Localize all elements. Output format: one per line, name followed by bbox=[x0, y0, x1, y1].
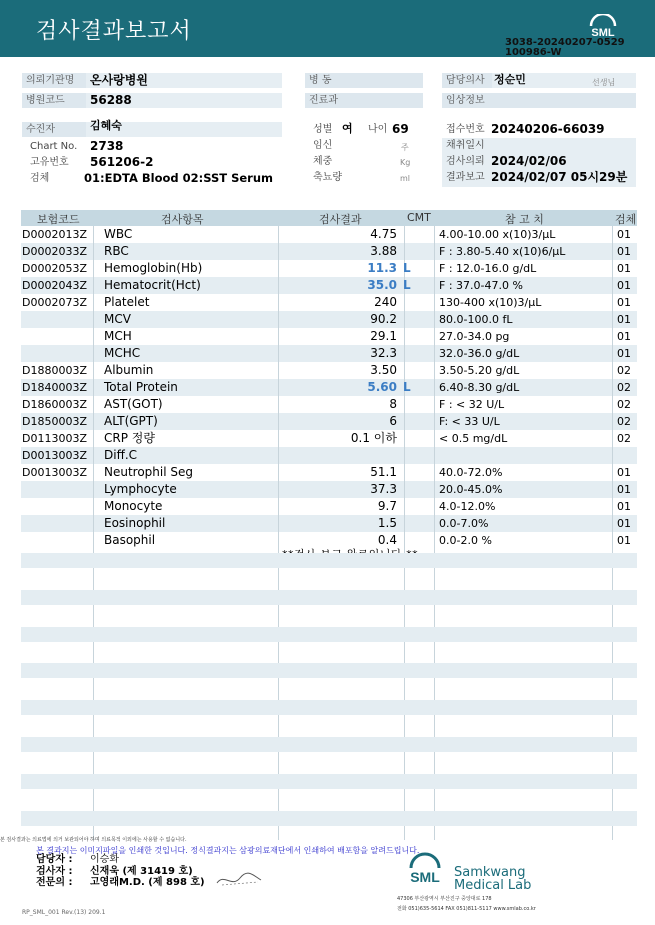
page-title: 검사결과보고서 bbox=[36, 19, 192, 44]
ward-label: 병 동 bbox=[305, 73, 423, 88]
cell-specimen: 02 bbox=[617, 415, 631, 428]
tiny-note: 본 검사결과는 의료법에 의거 보관되어야 하며 의료목적 이외에는 사용할 수 없습니다. bbox=[0, 837, 187, 843]
cell-reference: F: < 33 U/L bbox=[439, 415, 500, 428]
patient-value: 김혜숙 bbox=[90, 119, 122, 132]
cell-result: 9.7 bbox=[377, 499, 397, 513]
hospital-code-label: 병원코드 bbox=[22, 93, 86, 108]
cell-flag: L bbox=[403, 261, 411, 275]
cell-reference: < 0.5 mg/dL bbox=[439, 432, 508, 445]
table-row bbox=[21, 277, 637, 294]
cell-test-name: Hemoglobin(Hb) bbox=[104, 261, 203, 275]
unique-label: 고유번호 bbox=[30, 157, 69, 168]
cell-flag: L bbox=[403, 380, 411, 394]
table-row bbox=[21, 243, 637, 260]
cell-reference: 27.0-34.0 pg bbox=[439, 330, 510, 343]
cell-result: 0.4 bbox=[377, 533, 397, 547]
table-row bbox=[21, 498, 637, 515]
cell-result: 35.0 bbox=[367, 278, 397, 292]
cell-specimen: 01 bbox=[617, 296, 631, 309]
cell-reference: F : 37.0-47.0 % bbox=[439, 279, 523, 292]
weight-unit: Kg bbox=[400, 158, 411, 167]
cell-specimen: 02 bbox=[617, 381, 631, 394]
cell-result: 3.88 bbox=[370, 244, 397, 258]
cell-specimen: 01 bbox=[617, 517, 631, 530]
cell-specimen: 01 bbox=[617, 313, 631, 326]
table-header bbox=[21, 210, 637, 226]
cell-specimen: 01 bbox=[617, 500, 631, 513]
report-id-line1: 3038-20240207-0529 bbox=[505, 37, 625, 48]
cell-reference: 130-400 x(10)3/μL bbox=[439, 296, 542, 309]
empty-row bbox=[21, 700, 637, 715]
cell-insurance-code: D0002033Z bbox=[22, 245, 87, 258]
table-row bbox=[21, 515, 637, 532]
cell-specimen: 02 bbox=[617, 364, 631, 377]
cell-test-name: Eosinophil bbox=[104, 516, 166, 530]
specimen-label: 검체 bbox=[30, 173, 50, 184]
cell-specimen: 01 bbox=[617, 279, 631, 292]
cell-test-name: Lymphocyte bbox=[104, 482, 177, 496]
clinical-label: 임상정보 bbox=[442, 93, 636, 108]
cell-insurance-code: D0002013Z bbox=[22, 228, 87, 241]
cell-test-name: Platelet bbox=[104, 295, 150, 309]
company-name bbox=[454, 866, 531, 892]
header-code: 보험코드 bbox=[37, 213, 80, 226]
cell-test-name: AST(GOT) bbox=[104, 397, 163, 411]
report-label: 결과보고 bbox=[446, 172, 485, 183]
cell-insurance-code: D1880003Z bbox=[22, 364, 87, 377]
cell-insurance-code: D0002073Z bbox=[22, 296, 87, 309]
table-row bbox=[21, 396, 637, 413]
cell-result: 37.3 bbox=[370, 482, 397, 496]
preg-unit: 주 bbox=[401, 143, 409, 152]
company-line1: Samkwang bbox=[454, 865, 526, 880]
header-ref: 참 고 치 bbox=[505, 213, 544, 226]
cell-specimen: 01 bbox=[617, 534, 631, 547]
empty-row bbox=[21, 590, 637, 605]
cell-test-name: MCHC bbox=[104, 346, 141, 360]
empty-row bbox=[21, 553, 637, 568]
cell-result: 5.60 bbox=[367, 380, 397, 394]
request-label: 검사의뢰 bbox=[446, 156, 485, 167]
table-row bbox=[21, 379, 637, 396]
report-id-line2: 100986-W bbox=[505, 47, 562, 58]
empty-row bbox=[21, 737, 637, 752]
chart-value: 2738 bbox=[90, 139, 124, 153]
cell-reference: 4.00-10.00 x(10)3/μL bbox=[439, 228, 556, 241]
table-row bbox=[21, 260, 637, 277]
empty-row bbox=[21, 774, 637, 789]
cell-reference: F : < 32 U/L bbox=[439, 398, 505, 411]
empty-row bbox=[21, 663, 637, 678]
staff-role: 전문의 : bbox=[36, 877, 73, 888]
cell-reference: 80.0-100.0 fL bbox=[439, 313, 513, 326]
cell-reference: F : 12.0-16.0 g/dL bbox=[439, 262, 537, 275]
cell-test-name: Albumin bbox=[104, 363, 154, 377]
age-value: 69 bbox=[392, 122, 409, 136]
cell-test-name: Neutrophil Seg bbox=[104, 465, 194, 479]
cell-specimen: 01 bbox=[617, 262, 631, 275]
table-row bbox=[21, 328, 637, 345]
weight-label: 체중 bbox=[313, 156, 333, 167]
cell-specimen: 01 bbox=[617, 483, 631, 496]
cell-result: 1.5 bbox=[377, 516, 397, 530]
cell-specimen: 01 bbox=[617, 245, 631, 258]
header-item: 검사항목 bbox=[161, 213, 204, 226]
cell-test-name: RBC bbox=[104, 244, 129, 258]
header-result: 검사결과 bbox=[319, 213, 362, 226]
cell-insurance-code: D1840003Z bbox=[22, 381, 87, 394]
cell-result: 6 bbox=[389, 414, 397, 428]
cell-result: 8 bbox=[389, 397, 397, 411]
cell-result: 0.1 이하 bbox=[350, 431, 397, 445]
receipt-value: 20240206-66039 bbox=[491, 122, 605, 136]
cell-test-name: Basophil bbox=[104, 533, 156, 547]
table-row bbox=[21, 430, 637, 447]
cell-result: 3.50 bbox=[370, 363, 397, 377]
table-row bbox=[21, 311, 637, 328]
doctor-value: 정순민 bbox=[494, 73, 526, 86]
cell-insurance-code: D0013003Z bbox=[22, 466, 87, 479]
table-row bbox=[21, 345, 637, 362]
company-line2: Medical Lab bbox=[454, 878, 532, 893]
company-address: 47306 부산광역시 부산진구 중앙대로 178 bbox=[397, 896, 492, 902]
cell-test-name: MCH bbox=[104, 329, 132, 343]
company-contact: 전화 051)635-5614 FAX 051)811-5117 www.smlab.co.kr bbox=[397, 906, 536, 912]
empty-row bbox=[21, 811, 637, 826]
table-row bbox=[21, 362, 637, 379]
cell-reference: F : 3.80-5.40 x(10)6/μL bbox=[439, 245, 566, 258]
chart-label: Chart No. bbox=[30, 141, 78, 152]
staff-role: 담당자 : bbox=[36, 854, 73, 865]
cell-insurance-code: D1850003Z bbox=[22, 415, 87, 428]
table-row bbox=[21, 226, 637, 243]
doctor-label: 담당의사 bbox=[442, 73, 492, 88]
cell-specimen: 01 bbox=[617, 347, 631, 360]
report-id bbox=[505, 38, 625, 58]
table-row bbox=[21, 481, 637, 498]
cell-specimen: 02 bbox=[617, 432, 631, 445]
cell-reference: 0.0-7.0% bbox=[439, 517, 489, 530]
sml-footer-logo-icon bbox=[405, 852, 445, 892]
footer-logo-text: SML bbox=[410, 869, 440, 885]
cell-test-name: Total Protein bbox=[104, 380, 178, 394]
cell-test-name: CRP 정량 bbox=[104, 431, 155, 445]
cell-insurance-code: D0002053Z bbox=[22, 262, 87, 275]
cell-test-name: Hematocrit(Hct) bbox=[104, 278, 201, 292]
table-row bbox=[21, 447, 637, 464]
cell-reference: 4.0-12.0% bbox=[439, 500, 496, 513]
cell-test-name: MCV bbox=[104, 312, 131, 326]
cell-result: 32.3 bbox=[370, 346, 397, 360]
cell-result: 4.75 bbox=[370, 227, 397, 241]
collect-time-label: 채취일시 bbox=[446, 140, 485, 151]
cell-result: 90.2 bbox=[370, 312, 397, 326]
institution-value: 온사랑병원 bbox=[90, 73, 148, 87]
cell-reference: 3.50-5.20 g/dL bbox=[439, 364, 520, 377]
header-cmt: CMT bbox=[407, 211, 431, 224]
cell-insurance-code: D0113003Z bbox=[22, 432, 87, 445]
urine-label: 축뇨량 bbox=[313, 172, 342, 183]
cell-insurance-code: D0013003Z bbox=[22, 449, 87, 462]
cell-reference: 40.0-72.0% bbox=[439, 466, 503, 479]
form-code: RP_SML_001 Rev.(13) 209.1 bbox=[22, 909, 106, 916]
staff-name: 이승화 bbox=[90, 854, 119, 865]
hospital-code-value: 56288 bbox=[90, 93, 132, 107]
specimen-value: 01:EDTA Blood 02:SST Serum bbox=[84, 171, 274, 185]
cell-reference: 32.0-36.0 g/dL bbox=[439, 347, 520, 360]
patient-label: 수진자 bbox=[22, 122, 86, 137]
cell-reference: 20.0-45.0% bbox=[439, 483, 503, 496]
cell-test-name: ALT(GPT) bbox=[104, 414, 158, 428]
cell-insurance-code: D1860003Z bbox=[22, 398, 87, 411]
staff-name: 고영래M.D. (제 898 호) bbox=[90, 877, 205, 888]
cell-result: 51.1 bbox=[370, 465, 397, 479]
staff-name: 신재욱 (제 31419 호) bbox=[90, 866, 193, 877]
urine-unit: ml bbox=[400, 174, 411, 183]
age-label: 나이 bbox=[368, 124, 388, 135]
table-row bbox=[21, 294, 637, 311]
header-specimen: 검체 bbox=[615, 213, 637, 226]
logo-text: SML bbox=[591, 27, 615, 39]
receipt-label: 접수번호 bbox=[446, 124, 485, 135]
cell-specimen: 01 bbox=[617, 330, 631, 343]
unique-value: 561206-2 bbox=[90, 155, 154, 169]
preg-label: 임신 bbox=[313, 140, 333, 151]
cell-test-name: Diff.C bbox=[104, 448, 138, 462]
cell-test-name: WBC bbox=[104, 227, 133, 241]
table-row bbox=[21, 464, 637, 481]
report-value: 2024/02/07 05시29분 bbox=[491, 170, 628, 184]
cell-flag: L bbox=[403, 278, 411, 292]
cell-test-name: Monocyte bbox=[104, 499, 163, 513]
sex-value: 여 bbox=[342, 122, 353, 135]
cell-specimen: 01 bbox=[617, 228, 631, 241]
blue-note: 본 결과지는 이미지파일을 인쇄한 것입니다. 정식결과지는 삼광의료재단에서 인쇄하여 배포함을 알려드립니다. bbox=[36, 846, 420, 855]
cell-specimen: 01 bbox=[617, 466, 631, 479]
cell-insurance-code: D0002043Z bbox=[22, 279, 87, 292]
table-row bbox=[21, 413, 637, 430]
cell-reference: 6.40-8.30 g/dL bbox=[439, 381, 520, 394]
cell-reference: 0.0-2.0 % bbox=[439, 534, 492, 547]
dept-label: 진료과 bbox=[305, 93, 423, 108]
request-value: 2024/02/06 bbox=[491, 154, 567, 168]
cell-result: 29.1 bbox=[370, 329, 397, 343]
doctor-suffix: 선생님 bbox=[592, 78, 616, 87]
institution-label: 의뢰기관명 bbox=[22, 73, 86, 88]
sex-label: 성별 bbox=[313, 124, 333, 135]
cell-result: 240 bbox=[374, 295, 397, 309]
cell-specimen: 02 bbox=[617, 398, 631, 411]
staff-role: 검사자 : bbox=[36, 866, 73, 877]
empty-row bbox=[21, 627, 637, 642]
cell-result: 11.3 bbox=[367, 261, 397, 275]
signature-icon bbox=[214, 868, 264, 890]
